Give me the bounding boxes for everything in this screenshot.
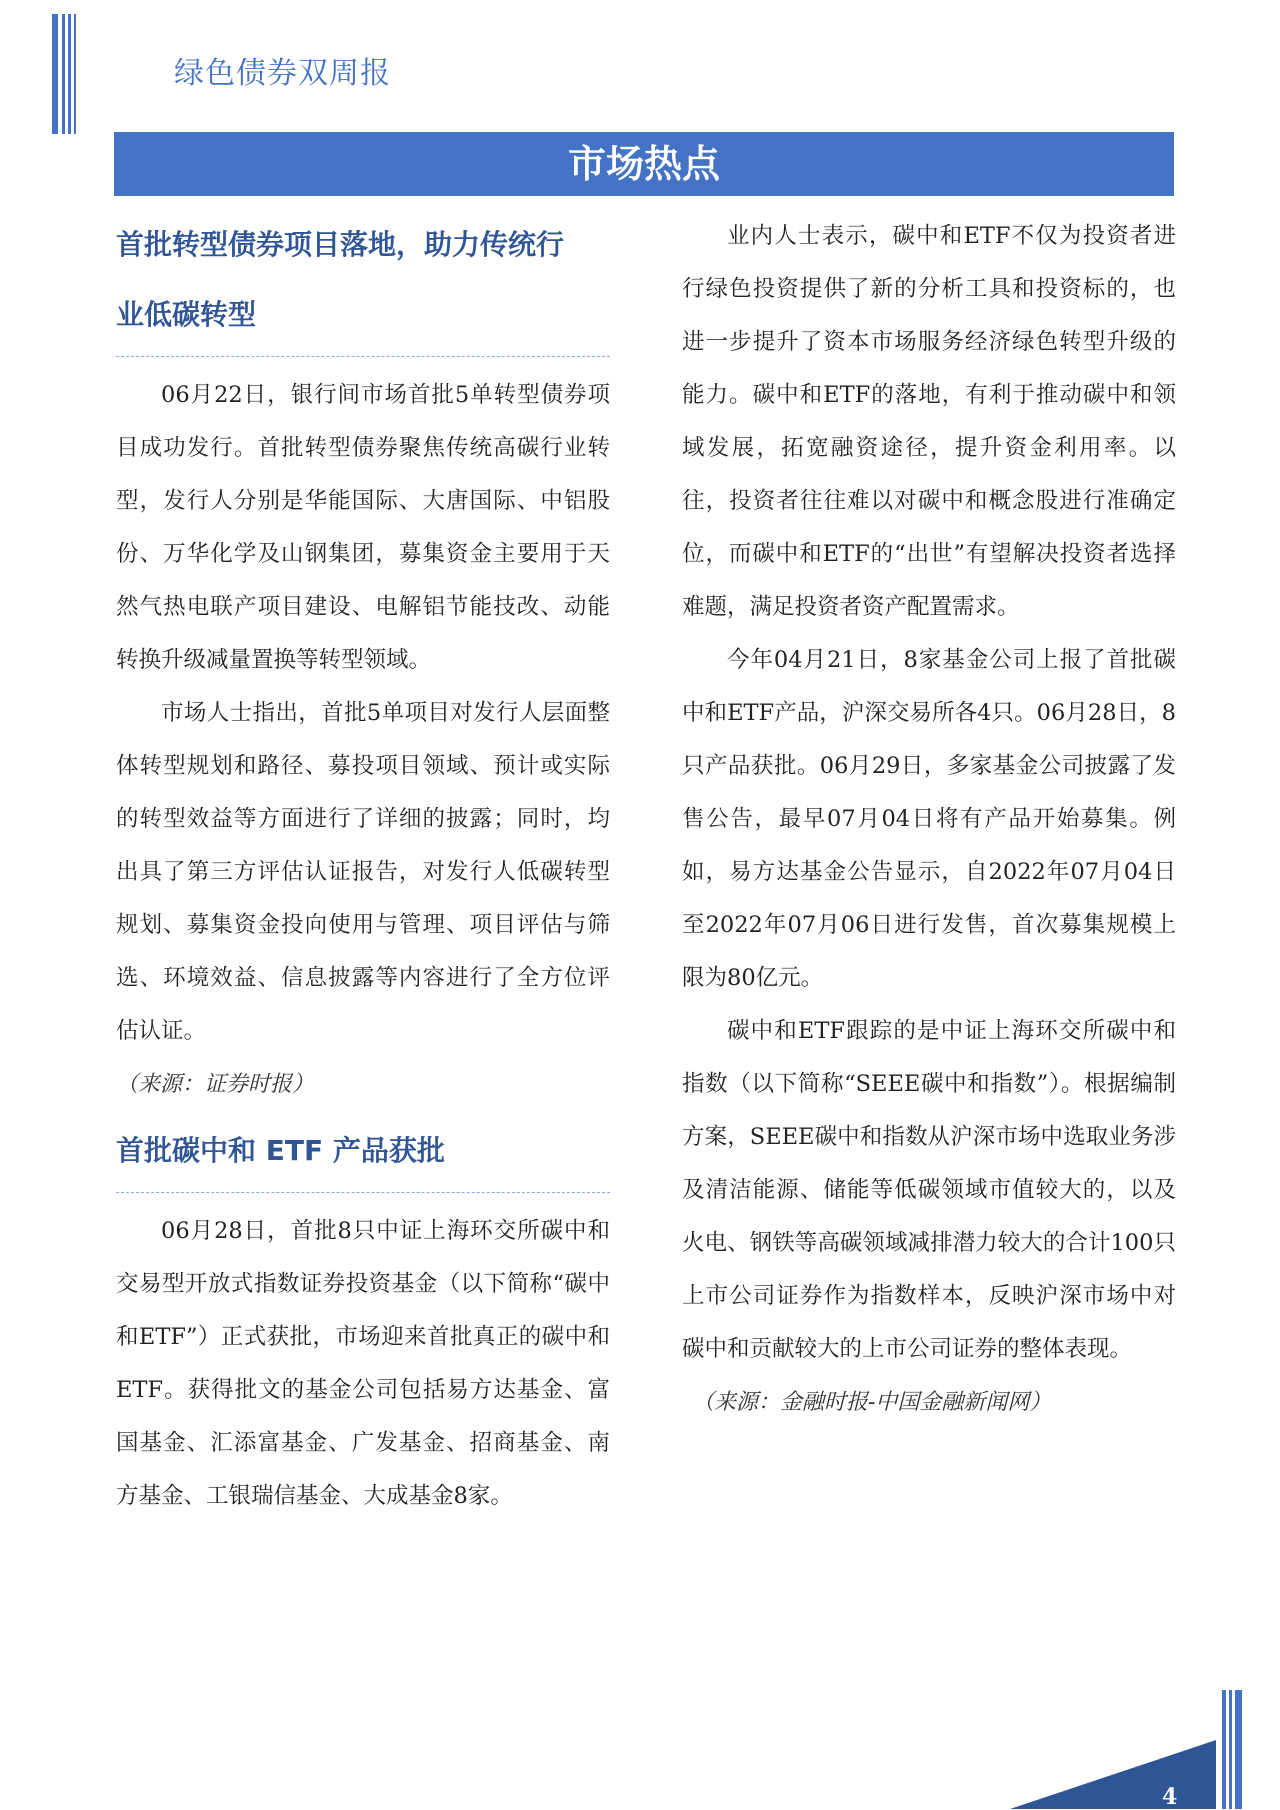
left-column (116, 210, 610, 1523)
page-number: 4 (1162, 1784, 1178, 1810)
article1-paragraph: 06月22日，银行间市场首批5单转型债券项目成功发行。首批转型债券聚焦传统高碳行业转型，发行人分别是华能国际、大唐国际、中铝股份、万华化学及山钢集团，募集资金主要用于天然气热电联产项目建设、电解铝节能技改、动能转换升级减量置换等转型领域。 (116, 382, 610, 673)
article1-paragraph: 市场人士指出，首批5单项目对发行人层面整体转型规划和路径、募投项目领域、预计或实际的转型效益等方面进行了详细的披露；同时，均出具了第三方评估认证报告，对发行人低碳转型规划、募集资金投向使用与管理、项目评估与筛选、环境效益、信息披露等内容进行了全方位评估认证。 (116, 700, 610, 1044)
masthead-title: 绿色债券双周报 (174, 56, 391, 91)
article2-paragraph: 06月28日，首批8只中证上海环交所碳中和交易型开放式指数证券投资基金（以下简称“碳中和ETF”）正式获批，市场迎来首批真正的碳中和ETF。获得批文的基金公司包括易方达基金、富国基金、汇添富基金、广发基金、招商基金、南方基金、工银瑞信基金、大成基金8家。 (116, 1218, 610, 1509)
article2-source: （来源：金融时报-中国金融新闻网） (692, 1390, 1052, 1415)
right-column (682, 210, 1176, 1430)
article2-paragraph: 业内人士表示，碳中和ETF不仅为投资者进行绿色投资提供了新的分析工具和投资标的，也进一步提升了资本市场服务经济绿色转型升级的能力。碳中和ETF的落地，有利于推动碳中和领域发展，拓宽融资途径，提升资金利用率。以往，投资者往往难以对碳中和概念股进行准确定位，而碳中和ETF的“出世”有望解决投资者选择难题，满足投资者资产配置需求。 (682, 223, 1176, 620)
article2-paragraph: 今年04月21日，8家基金公司上报了首批碳中和ETF产品，沪深交易所各4只。06月28日，8只产品获批。06月29日，多家基金公司披露了发售公告，最早07月04日将有产品开始募集。例如，易方达基金公告显示，自2022年07月04日至2022年07月06日进行发售，首次募集规模上限为80亿元。 (682, 647, 1176, 991)
article2-paragraph: 碳中和ETF跟踪的是中证上海环交所碳中和指数（以下简称“SEEE碳中和指数”）。根据编制方案，SEEE碳中和指数从沪深市场中选取业务涉及清洁能源、储能等低碳领域市值较大的，以及火电、钢铁等高碳领域减排潜力较大的合计100只上市公司证券作为指数样本，反映沪深市场中对碳中和贡献较大的上市公司证券的整体表现。 (682, 1018, 1176, 1362)
article2-divider (116, 1192, 610, 1193)
article1-divider (116, 356, 610, 357)
top-left-stripes (52, 14, 76, 134)
article1-source: （来源：证券时报） (116, 1072, 315, 1097)
article1-title-line2: 业低碳转型 (116, 298, 257, 331)
section-banner: 市场热点 (114, 132, 1174, 196)
article1-title (116, 210, 610, 350)
corner-triangle (1010, 1740, 1216, 1809)
article2-title: 首批碳中和 ETF 产品获批 (116, 1134, 445, 1167)
article1-title-line1: 首批转型债券项目落地，助力传统行 (116, 228, 565, 261)
bottom-right-stripes (1222, 1690, 1242, 1809)
